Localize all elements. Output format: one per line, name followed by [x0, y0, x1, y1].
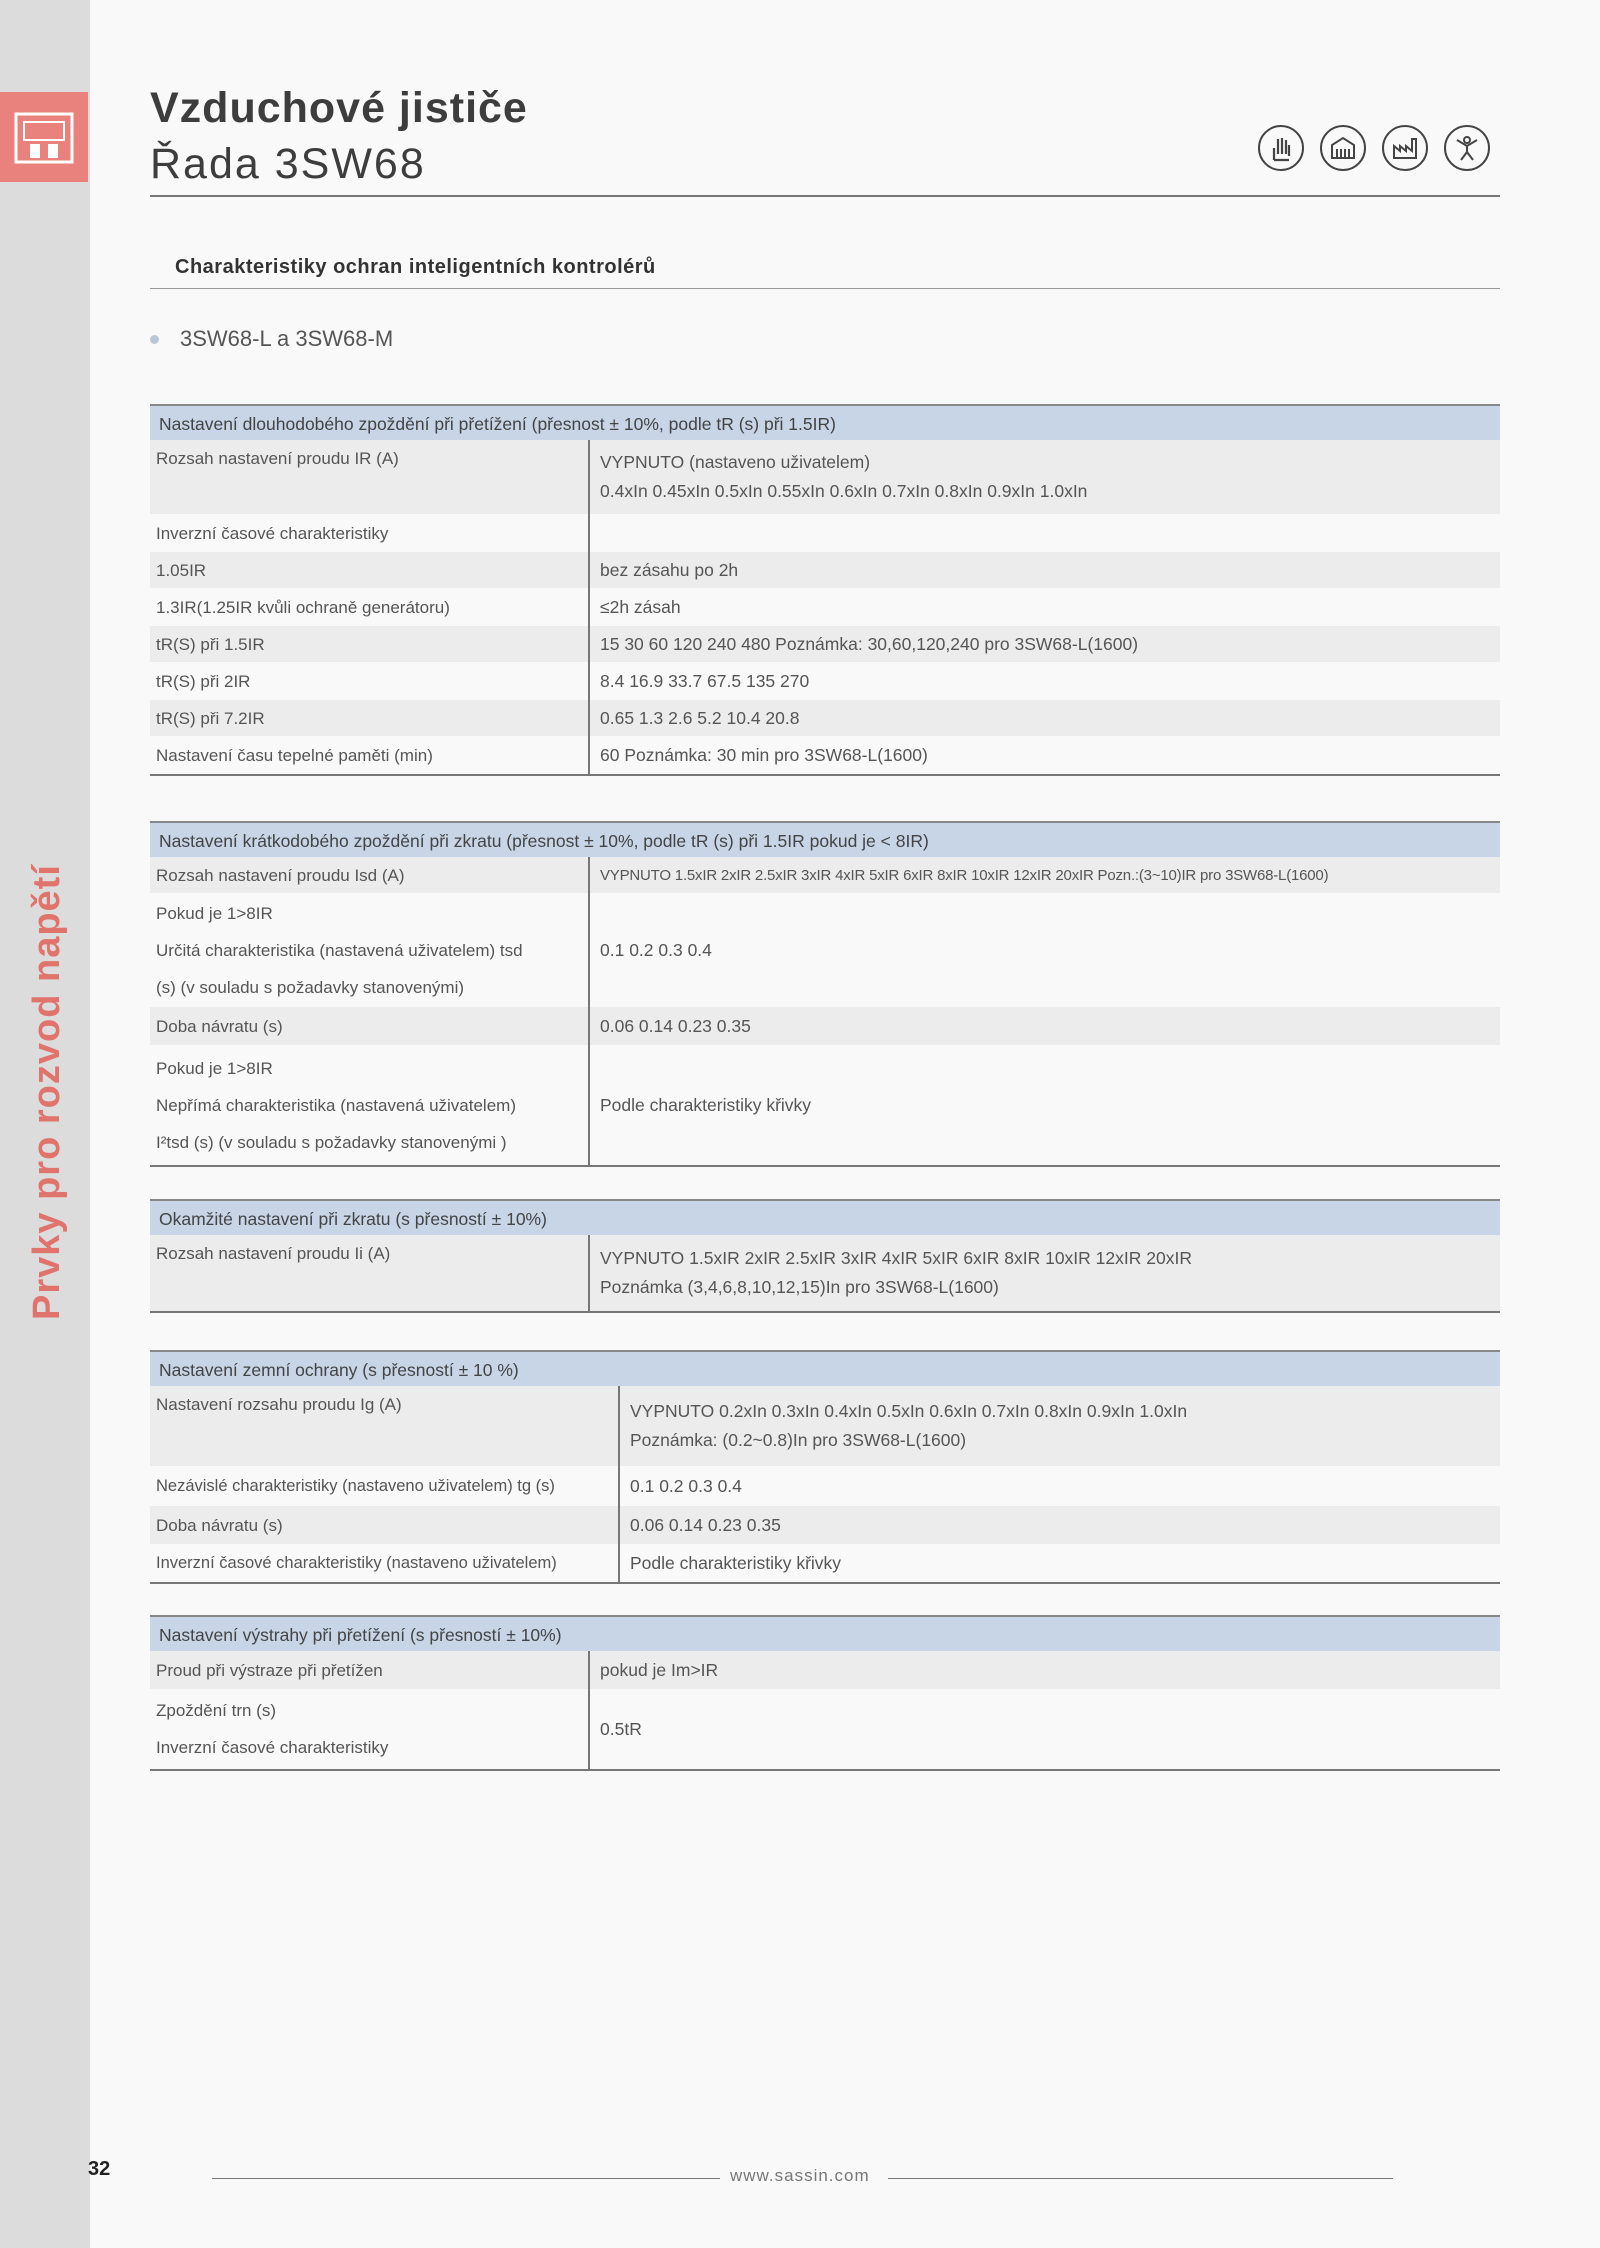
row-value: 0.06 0.14 0.23 0.35 [630, 1514, 781, 1535]
series-label: 3SW68-L a 3SW68-M [180, 326, 394, 351]
sidebar-caption: Prvky pro rozvod napětí [26, 864, 68, 1320]
row-value: 0.1 0.2 0.3 0.4 [600, 939, 712, 960]
value-line: VYPNUTO 0.2xIn 0.3xIn 0.4xIn 0.5xIn 0.6xIn 0.7xIn 0.8xIn 0.9xIn 1.0xIn [630, 1401, 1188, 1421]
table-row [150, 1007, 1500, 1045]
table-row [150, 1386, 1500, 1466]
label-line: Pokud je 1>8IR [156, 1058, 273, 1078]
value-line: Poznámka: (0.2~0.8)In pro 3SW68-L(1600) [630, 1430, 967, 1450]
building-icon [1320, 125, 1366, 171]
instant-table [150, 1199, 1500, 1313]
label-line: Zpoždění trn (s) [156, 1701, 276, 1720]
row-label: Nastavení rozsahu proudu Ig (A) [150, 1386, 620, 1466]
row-value: VYPNUTO 1.5xIR 2xIR 2.5xIR 3xIR 4xIR 5xIR 6xIR 8xIR 10xIR 12xIR 20xIR Pozn.:(3~10)IR pro 3SW68-L(1600) [600, 866, 1329, 884]
table-row [150, 1506, 1500, 1544]
row-label: 1.3IR(1.25IR kvůli ochraně generátoru) [150, 588, 590, 626]
row-label: Doba návratu (s) [150, 1007, 590, 1045]
table-row [150, 1689, 1500, 1769]
row-label: Proud při výstraze při přetížen [150, 1651, 590, 1689]
row-label: Rozsah nastavení proudu IR (A) [150, 440, 590, 514]
table-row [150, 1235, 1500, 1311]
row-label [150, 1045, 590, 1165]
row-label: tR(S) při 1.5IR [150, 626, 590, 662]
table-row [150, 857, 1500, 893]
page-subtitle: Řada 3SW68 [150, 140, 426, 188]
ground-protection-table [150, 1350, 1500, 1584]
label-line: Pokud je 1>8IR [156, 903, 273, 923]
row-label: Rozsah nastavení proudu Isd (A) [150, 857, 590, 893]
table-header: Okamžité nastavení při zkratu (s přesností ± 10%) [150, 1199, 1500, 1235]
table-row [150, 440, 1500, 514]
label-line: Určitá charakteristika (nastavená uživatelem) tsd [156, 940, 523, 960]
row-value [620, 1386, 1500, 1466]
row-value [590, 514, 1500, 552]
table-header: Nastavení dlouhodobého zpoždění při přetížení (přesnost ± 10%, podle tR (s) při 1.5IR) [150, 404, 1500, 440]
row-value: ≤2h zásah [600, 596, 681, 617]
row-value: 0.65 1.3 2.6 5.2 10.4 20.8 [600, 707, 800, 728]
section-title: Charakteristiky ochran inteligentních kontrolérů [175, 256, 656, 278]
row-value: bez zásahu po 2h [600, 559, 739, 580]
page-title: Vzduchové jističe [150, 84, 528, 132]
application-icons [1258, 125, 1490, 171]
label-line: Nepřímá charakteristika (nastavená uživatelem) [156, 1095, 516, 1115]
row-label: Nastavení času tepelné paměti (min) [150, 736, 590, 774]
person-icon [1444, 125, 1490, 171]
table-row [150, 514, 1500, 552]
factory-icon [1382, 125, 1428, 171]
bullet-icon [150, 335, 159, 344]
table-row [150, 1466, 1500, 1506]
table-header: Nastavení zemní ochrany (s přesností ± 10 %) [150, 1350, 1500, 1386]
row-label: Doba návratu (s) [150, 1506, 620, 1544]
row-value: 8.4 16.9 33.7 67.5 135 270 [600, 670, 810, 691]
footer-url[interactable]: www.sassin.com [730, 2166, 870, 2185]
short-delay-table [150, 821, 1500, 1167]
label-line: (s) (v souladu s požadavky stanovenými) [156, 977, 465, 997]
table-row [150, 626, 1500, 662]
table-row [150, 1045, 1500, 1165]
page-number: 32 [88, 2158, 111, 2180]
table-row [150, 588, 1500, 626]
table-row [150, 662, 1500, 700]
label-line: Inverzní časové charakteristiky [156, 1738, 389, 1757]
section-rule [150, 288, 1500, 289]
row-label: Nezávislé charakteristiky (nastaveno uživatelem) tg (s) [150, 1466, 620, 1506]
value-line: 0.4xIn 0.45xIn 0.5xIn 0.55xIn 0.6xIn 0.7xIn 0.8xIn 0.9xIn 1.0xIn [600, 481, 1088, 501]
breaker-icon [12, 108, 76, 166]
row-label: tR(S) při 7.2IR [150, 700, 590, 736]
row-label [150, 893, 590, 1007]
row-label [150, 1689, 590, 1769]
row-value [590, 440, 1500, 514]
long-delay-table [150, 404, 1500, 776]
row-label: Inverzní časové charakteristiky [150, 514, 590, 552]
table-row [150, 736, 1500, 774]
row-label: Rozsah nastavení proudu Ii (A) [150, 1235, 590, 1311]
row-value: pokud je Im>IR [600, 1659, 719, 1680]
row-value: Podle charakteristiky křivky [630, 1552, 842, 1573]
row-value: Podle charakteristiky křivky [600, 1094, 812, 1115]
row-value: 60 Poznámka: 30 min pro 3SW68-L(1600) [600, 744, 928, 765]
table-row [150, 700, 1500, 736]
row-value [590, 1235, 1500, 1311]
row-label: tR(S) při 2IR [150, 662, 590, 700]
row-label: Inverzní časové charakteristiky (nastaveno uživatelem) [150, 1544, 620, 1582]
hand-icon [1258, 125, 1304, 171]
row-value: 15 30 60 120 240 480 Poznámka: 30,60,120,240 pro 3SW68-L(1600) [600, 633, 1139, 654]
row-value: 0.06 0.14 0.23 0.35 [600, 1015, 751, 1036]
table-row [150, 893, 1500, 1007]
row-label: 1.05IR [150, 552, 590, 588]
table-header: Nastavení výstrahy při přetížení (s přesností ± 10%) [150, 1615, 1500, 1651]
row-value: 0.5tR [600, 1718, 642, 1739]
breaker-thumbnail [0, 92, 88, 182]
table-row [150, 1544, 1500, 1582]
footer-rule-left [212, 2178, 720, 2179]
table-header: Nastavení krátkodobého zpoždění při zkratu (přesnost ± 10%, podle tR (s) při 1.5IR pokud je < 8IR) [150, 821, 1500, 857]
footer-rule-right [888, 2178, 1393, 2179]
label-line: I²tsd (s) (v souladu s požadavky stanovenými ) [156, 1132, 507, 1152]
value-line: VYPNUTO (nastaveno uživatelem) [600, 452, 871, 472]
header-rule [150, 195, 1500, 197]
table-row [150, 552, 1500, 588]
value-line: VYPNUTO 1.5xIR 2xIR 2.5xIR 3xIR 4xIR 5xIR 6xIR 8xIR 10xIR 12xIR 20xIR [600, 1248, 1192, 1268]
value-line: Poznámka (3,4,6,8,10,12,15)In pro 3SW68-L(1600) [600, 1277, 999, 1297]
row-value: 0.1 0.2 0.3 0.4 [630, 1475, 742, 1496]
table-row [150, 1651, 1500, 1689]
overload-alarm-table [150, 1615, 1500, 1771]
